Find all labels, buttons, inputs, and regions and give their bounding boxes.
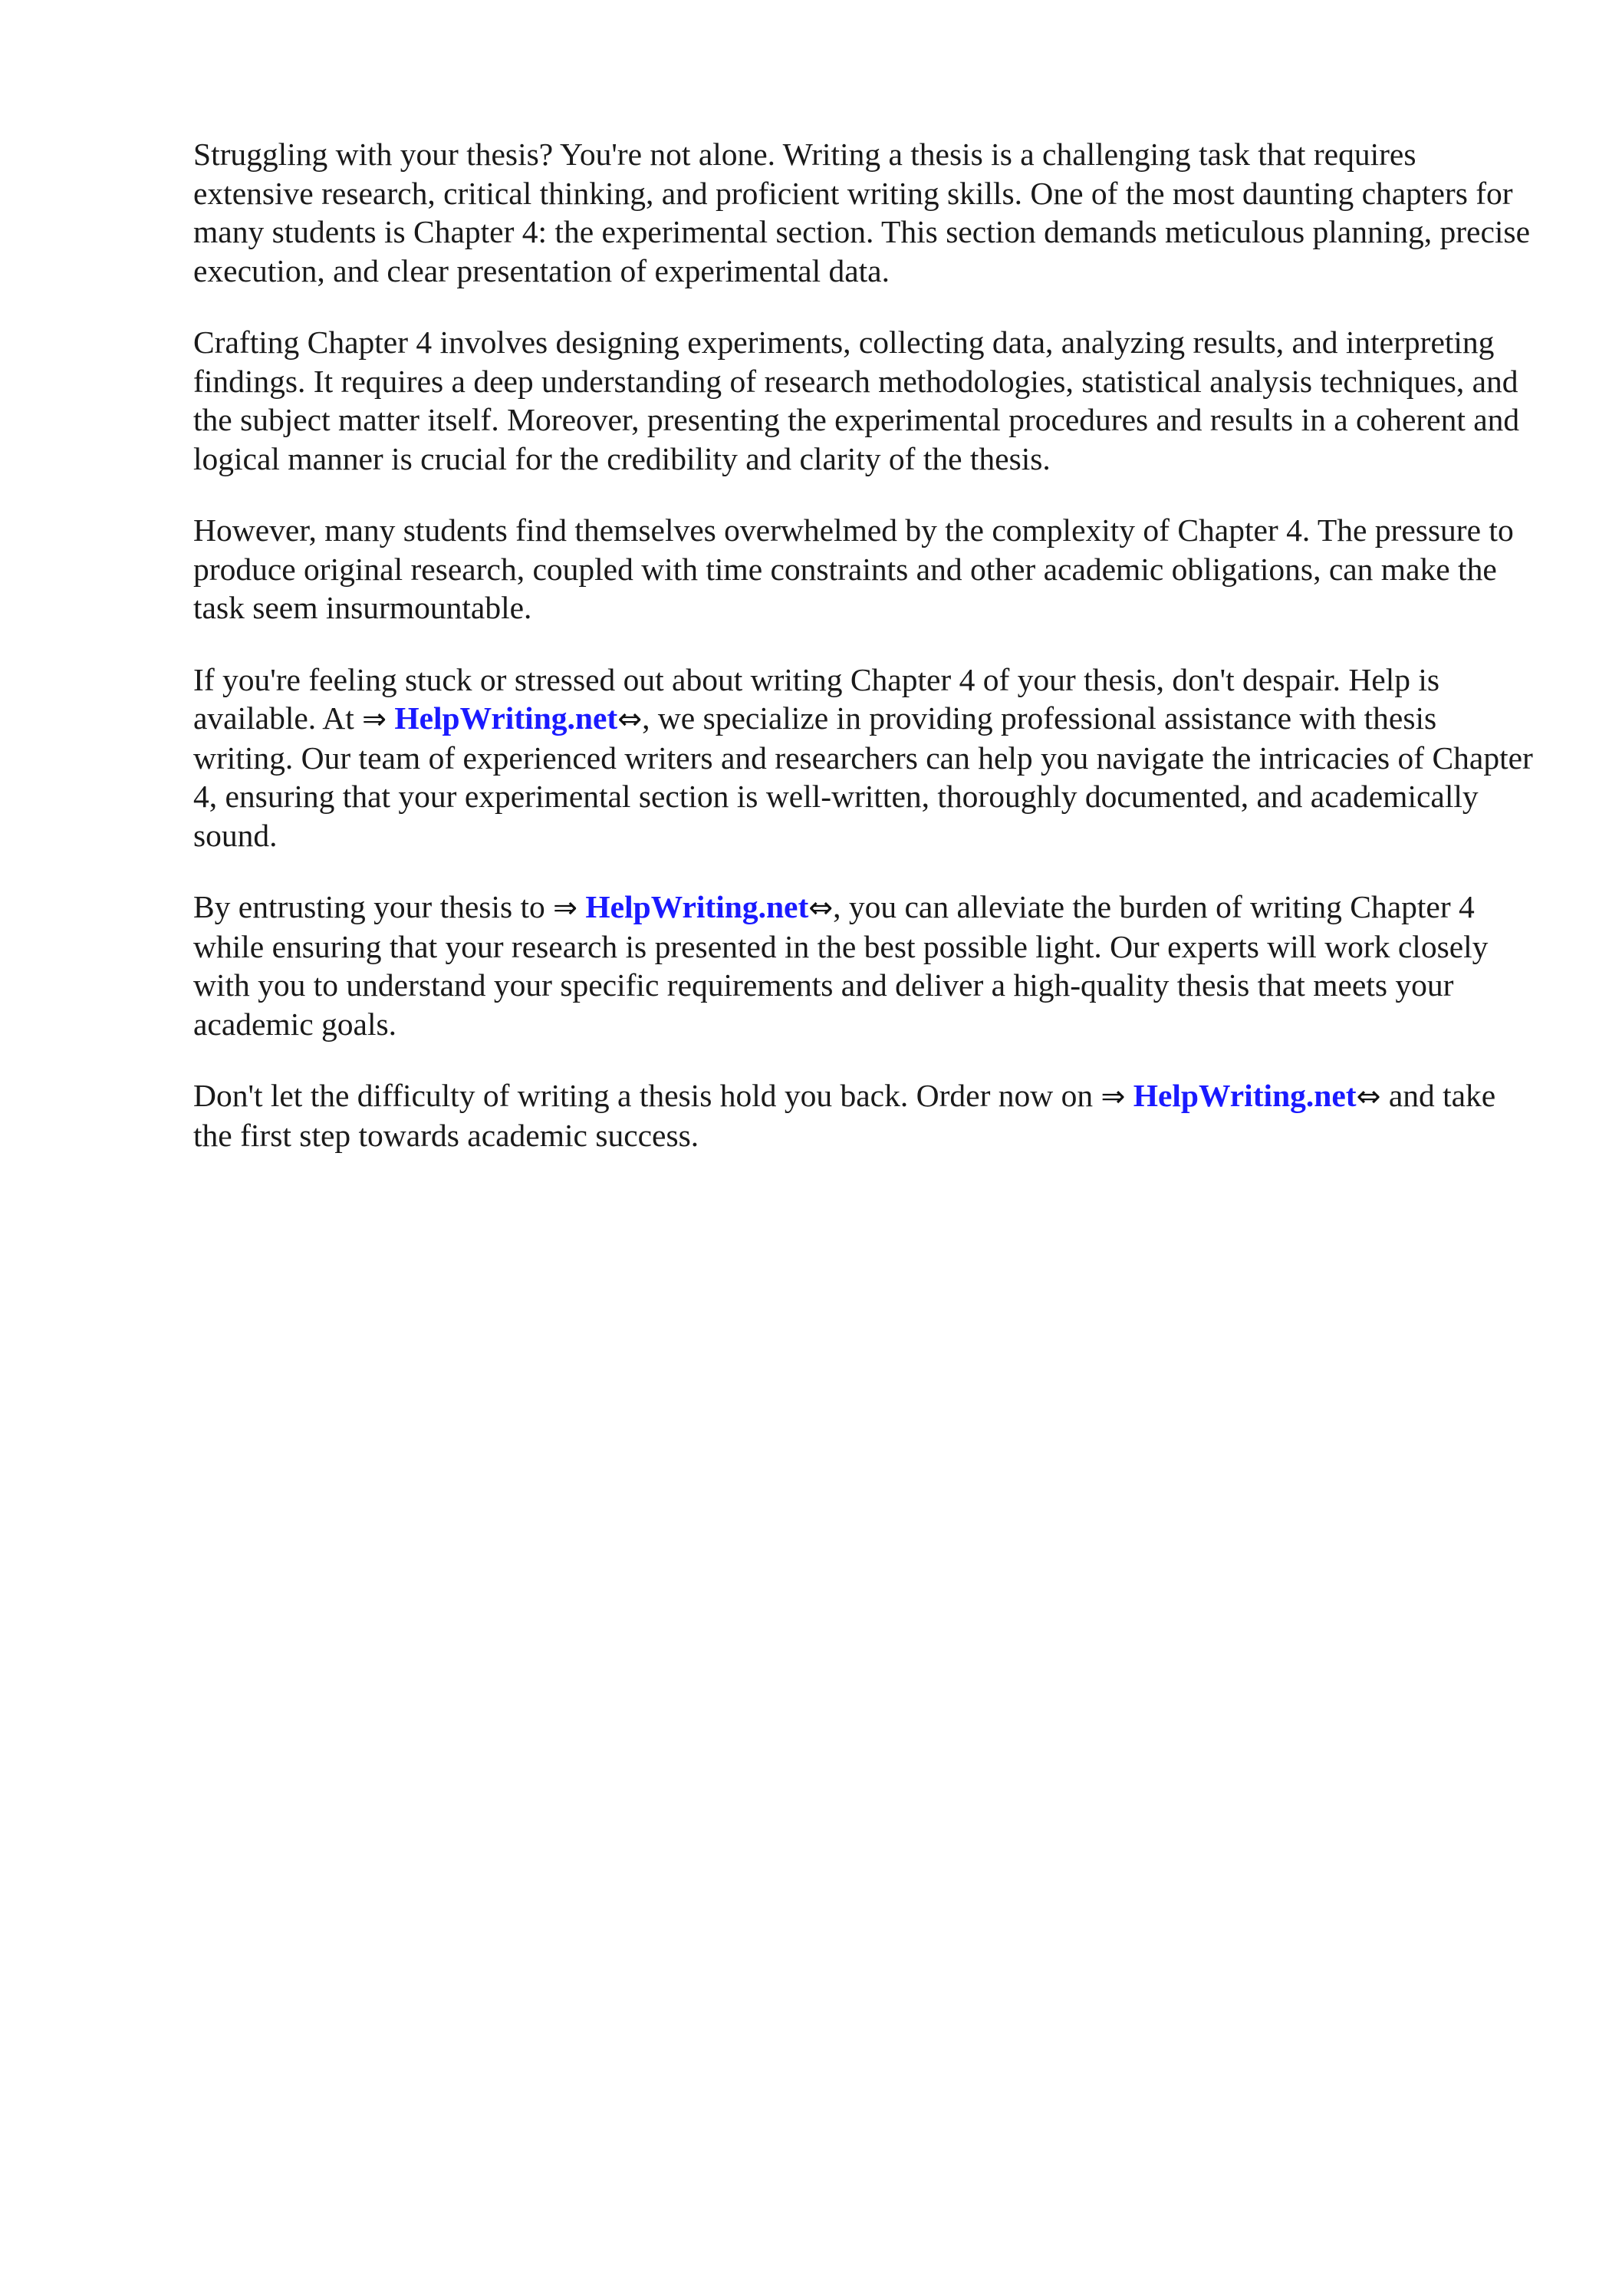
helpwriting-link[interactable]: HelpWriting.net <box>585 889 809 924</box>
paragraph-5-text-start: By entrusting your thesis to <box>193 889 554 924</box>
paragraph-5-text-end: , you can alleviate the burden of writing Chapter 4 while ensuring that your research is presented in the best possible light. Our experts will work closely with you to understand your specific requirements and deliver a high-quality thesis that meets your academic goals. <box>193 889 1489 1042</box>
document-body <box>193 135 1535 1188</box>
helpwriting-link[interactable]: HelpWriting.net <box>394 700 618 736</box>
right-arrow-icon: ⇒ <box>1101 1079 1126 1113</box>
helpwriting-link[interactable]: HelpWriting.net <box>1133 1078 1357 1113</box>
paragraph-6-text-start: Don't let the difficulty of writing a thesis hold you back. Order now on <box>193 1078 1101 1113</box>
paragraph-3: However, many students find themselves overwhelmed by the complexity of Chapter 4. The pressure to produce original research, coupled with time constraints and other academic obligations, can make the task seem insurmountable. <box>193 512 1514 625</box>
paragraph-4-text-start: If you're feeling stuck or stressed out about writing Chapter 4 of your thesis, don't despair. Help is available. At <box>193 661 1440 736</box>
paragraph-1: Struggling with your thesis? You're not alone. Writing a thesis is a challenging task that requires extensive research, critical thinking, and proficient writing skills. One of the most daunting chapters for many students is Chapter 4: the experimental section. This section demands meticulous planning, precise execution, and clear presentation of experimental data. <box>193 137 1530 288</box>
right-arrow-icon: ⇒ <box>362 702 387 736</box>
paragraph-6-text-end: and take the first step towards academic success. <box>193 1078 1496 1153</box>
paragraph-6 <box>193 1076 1535 1155</box>
paragraph-4 <box>193 660 1535 855</box>
right-arrow-icon: ⇒ <box>553 891 578 924</box>
double-arrow-icon: ⇔ <box>617 702 643 736</box>
paragraph-4-text-end: , we specialize in providing professional assistance with thesis writing. Our team of experienced writers and researchers can help you navigate the intricacies of Chapter 4, ensuring that your experimental section is well-written, thoroughly documented, and academically sound. <box>193 700 1533 853</box>
paragraph-2: Crafting Chapter 4 involves designing experiments, collecting data, analyzing results, and interpreting findings. It requires a deep understanding of research methodologies, statistical analysis techniques, and the subject matter itself. Moreover, presenting the experimental procedures and results in a coherent and logical manner is crucial for the credibility and clarity of the thesis. <box>193 324 1520 476</box>
paragraph-5 <box>193 888 1535 1043</box>
double-arrow-icon: ⇔ <box>808 891 834 924</box>
double-arrow-icon: ⇔ <box>1356 1079 1381 1113</box>
